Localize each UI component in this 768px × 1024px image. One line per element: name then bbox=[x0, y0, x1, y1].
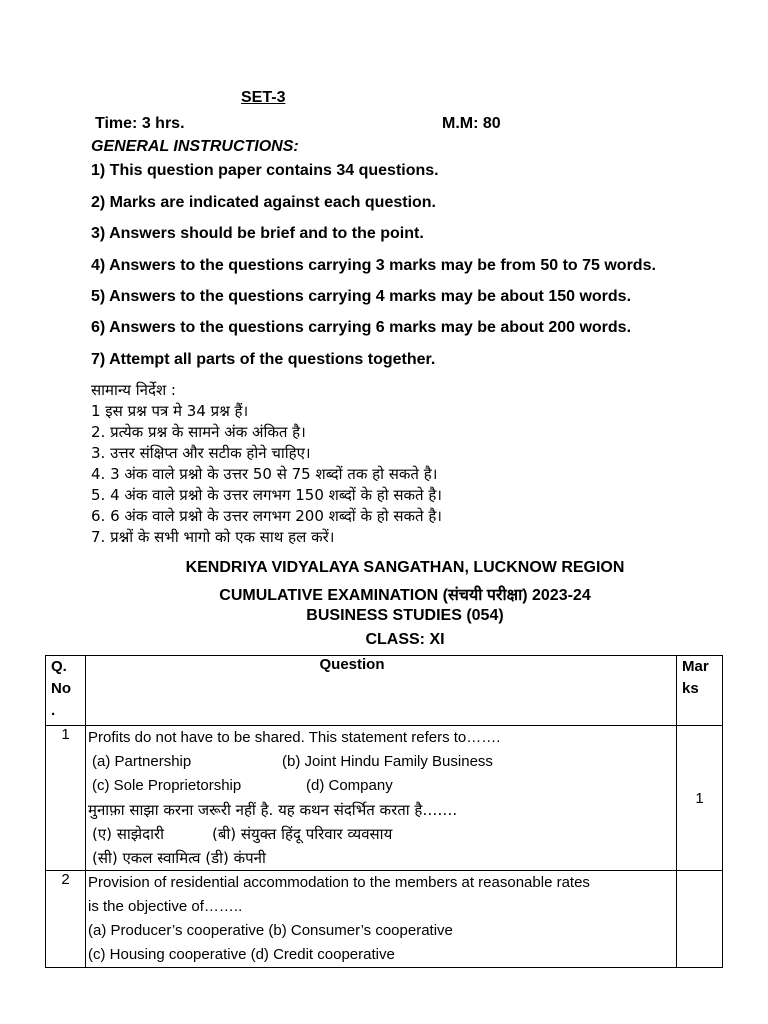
examination-title: CUMULATIVE EXAMINATION (संचयी परीक्षा) 2023-24 bbox=[219, 587, 591, 604]
instruction-3: 3) Answers should be brief and to the point. bbox=[91, 225, 424, 242]
header-marks-line1: Mar bbox=[682, 658, 709, 675]
hindi-instruction-4: 4. 3 अंक वाले प्रश्नो के उत्तर 50 से 75 शब्दों तक हो सकते है। bbox=[91, 465, 438, 483]
marks-value: 1 bbox=[695, 789, 704, 807]
hindi-instruction-6: 6. 6 अंक वाले प्रश्नो के उत्तर लगभग 200 शब्दों के हो सकते है। bbox=[91, 507, 442, 525]
option-b: (b) Joint Hindu Family Business bbox=[282, 753, 493, 770]
hindi-instruction-2: 2. प्रत्येक प्रश्न के सामने अंक अंकित है। bbox=[91, 423, 306, 441]
options-line-2 bbox=[88, 774, 674, 798]
question-number: 1 bbox=[46, 726, 86, 871]
subject-title: BUSINESS STUDIES (054) bbox=[306, 607, 504, 624]
options-line-1 bbox=[88, 750, 674, 774]
question-stem-line-1: Provision of residential accommodation to the members at reasonable rates bbox=[88, 874, 590, 891]
options-hindi-line-2: (सी) एकल स्वामित्व (डी) कंपनी bbox=[92, 849, 266, 867]
question-number: 2 bbox=[46, 871, 86, 968]
option-c: (c) Sole Proprietorship bbox=[92, 777, 242, 794]
instruction-7: 7) Attempt all parts of the questions together. bbox=[91, 351, 436, 368]
table-header-row bbox=[46, 656, 723, 726]
table-row bbox=[46, 871, 723, 968]
options-line-1: (a) Producer’s cooperative (b) Consumer’s cooperative bbox=[88, 922, 453, 939]
instruction-5: 5) Answers to the questions carrying 4 marks may be about 150 words. bbox=[91, 288, 632, 305]
option-d: (d) Company bbox=[306, 777, 393, 794]
question-marks bbox=[677, 726, 723, 871]
instruction-1: 1) This question paper contains 34 questions. bbox=[91, 162, 439, 179]
header-marks bbox=[677, 656, 723, 726]
organization-title: KENDRIYA VIDYALAYA SANGATHAN, LUCKNOW REGION bbox=[185, 559, 625, 576]
question-text bbox=[86, 726, 677, 871]
hindi-instruction-5: 5. 4 अंक वाले प्रश्नो के उत्तर लगभग 150 शब्दों के हो सकते है। bbox=[91, 486, 442, 504]
question-text bbox=[86, 871, 677, 968]
question-stem-line-2: is the objective of…….. bbox=[88, 898, 243, 915]
general-instructions-title: GENERAL INSTRUCTIONS: bbox=[91, 138, 299, 155]
question-stem: Profits do not have to be shared. This statement refers to……. bbox=[88, 729, 501, 746]
class-title: CLASS: XI bbox=[365, 631, 445, 648]
header-marks-line2: ks bbox=[682, 680, 699, 697]
options-line-2: (c) Housing cooperative (d) Credit cooperative bbox=[88, 946, 395, 963]
header-qno bbox=[46, 656, 86, 726]
hindi-instruction-3: 3. उत्तर संक्षिप्त और सटीक होने चाहिए। bbox=[91, 444, 311, 462]
question-stem-hindi: मुनाफ़ा साझा करना जरूरी नहीं है. यह कथन संदर्भित करता है……. bbox=[88, 801, 458, 819]
header-question bbox=[86, 656, 677, 726]
question-marks bbox=[677, 871, 723, 968]
instruction-2: 2) Marks are indicated against each question. bbox=[91, 194, 436, 211]
header-qno-line1: Q. bbox=[51, 658, 67, 675]
header-question-label: Question bbox=[319, 656, 385, 673]
instruction-6: 6) Answers to the questions carrying 6 marks may be about 200 words. bbox=[91, 319, 632, 336]
option-a-hindi: (ए) साझेदारी bbox=[92, 825, 165, 843]
hindi-instruction-7: 7. प्रश्नों के सभी भागो को एक साथ हल करें। bbox=[91, 528, 335, 546]
question-table bbox=[45, 655, 723, 968]
header-qno-line3: . bbox=[51, 702, 56, 719]
instruction-4: 4) Answers to the questions carrying 3 marks may be from 50 to 75 words. bbox=[91, 257, 656, 274]
option-b-hindi: (बी) संयुक्त हिंदू परिवार व्यवसाय bbox=[212, 825, 393, 843]
max-marks-label: M.M: 80 bbox=[442, 115, 501, 132]
hindi-instruction-1: 1 इस प्रश्न पत्र मे 34 प्रश्न हैं। bbox=[91, 402, 249, 420]
header-qno-line2: No bbox=[51, 680, 71, 697]
option-a: (a) Partnership bbox=[92, 753, 192, 770]
table-row bbox=[46, 726, 723, 871]
set-label: SET-3 bbox=[241, 89, 286, 106]
time-label: Time: 3 hrs. bbox=[95, 115, 185, 132]
hindi-instructions-title: सामान्य निर्देश : bbox=[91, 381, 176, 399]
options-hindi-line-1 bbox=[88, 822, 674, 846]
